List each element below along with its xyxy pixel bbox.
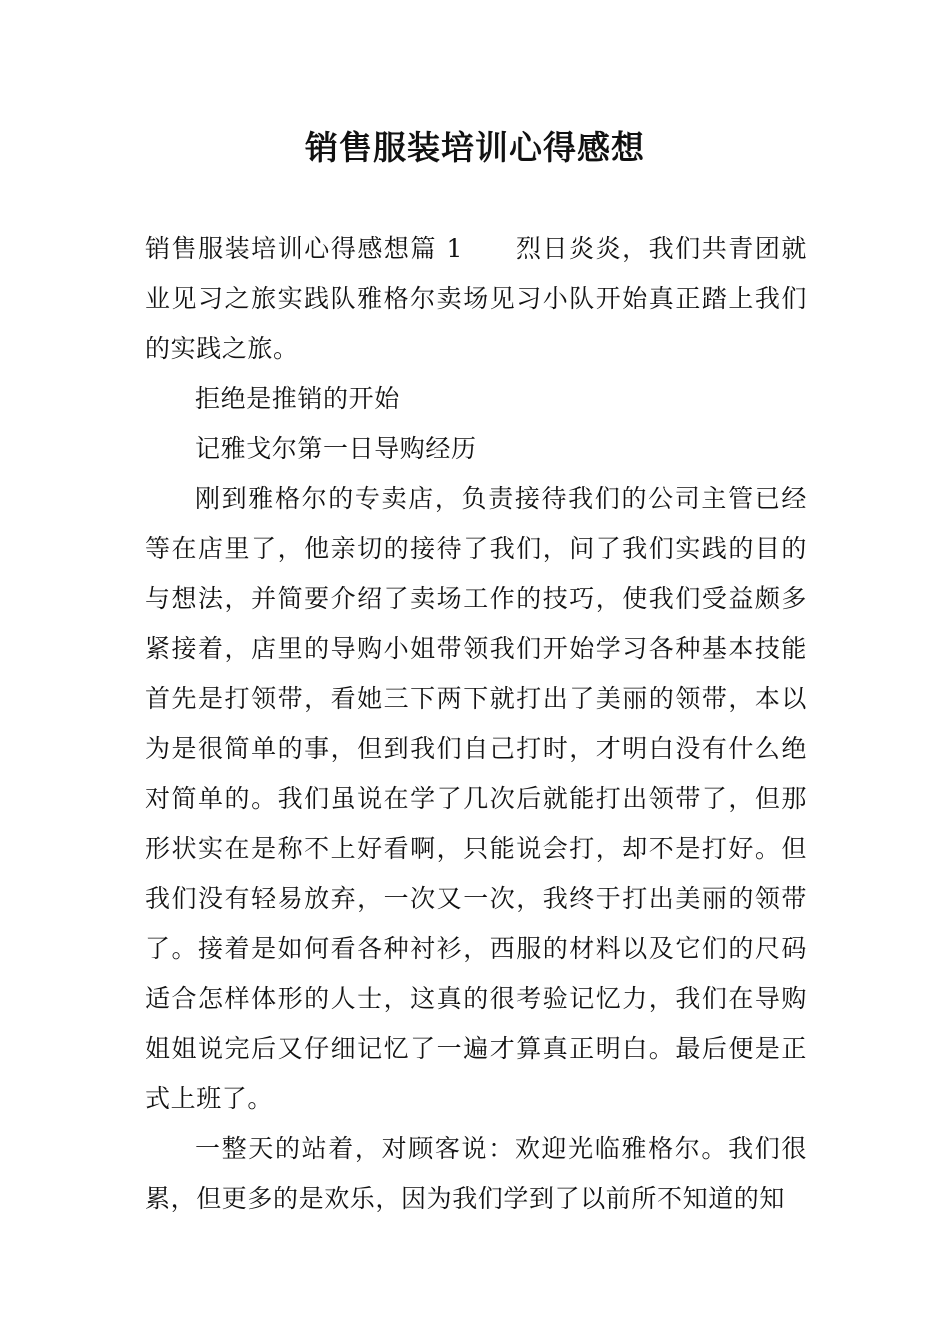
intro-lead: 销售服装培训心得感想篇 1 (145, 234, 463, 263)
section-subheading-first-day: 记雅戈尔第一日导购经历 (195, 434, 477, 463)
document-body (145, 224, 807, 1224)
document-title: 销售服装培训心得感想 (305, 128, 645, 167)
section-heading-rejection: 拒绝是推销的开始 (195, 384, 400, 413)
body-paragraph-standing: 一整天的站着，对顾客说：欢迎光临雅格尔。我们很累，但更多的是欢乐，因为我们学到了以前所不知道的知 (145, 1134, 807, 1213)
intro-paragraph (145, 224, 807, 374)
body-paragraph-training: 刚到雅格尔的专卖店，负责接待我们的公司主管已经等在店里了，他亲切的接待了我们，问了我们实践的目的与想法，并简要介绍了卖场工作的技巧，使我们受益颇多紧接着，店里的导购小姐带领我们开始学习各种基本技能首先是打领带，看她三下两下就打出了美丽的领带，本以为是很简单的事，但到我们自己打时，才明白没有什么绝对简单的。我们虽说在学了几次后就能打出领带了，但那形状实在是称不上好看啊，只能说会打，却不是打好。但我们没有轻易放弃，一次又一次，我终于打出美丽的领带了。接着是如何看各种衬衫，西服的材料以及它们的尺码适合怎样体形的人士，这真的很考验记忆力，我们在导购姐姐说完后又仔细记忆了一遍才算真正明白。最后便是正式上班了。 (145, 484, 807, 1113)
intro-text: 烈日炎炎，我们共青团就业见习之旅实践队雅格尔卖场见习小队开始真正踏上我们的实践之旅。 (145, 234, 807, 363)
